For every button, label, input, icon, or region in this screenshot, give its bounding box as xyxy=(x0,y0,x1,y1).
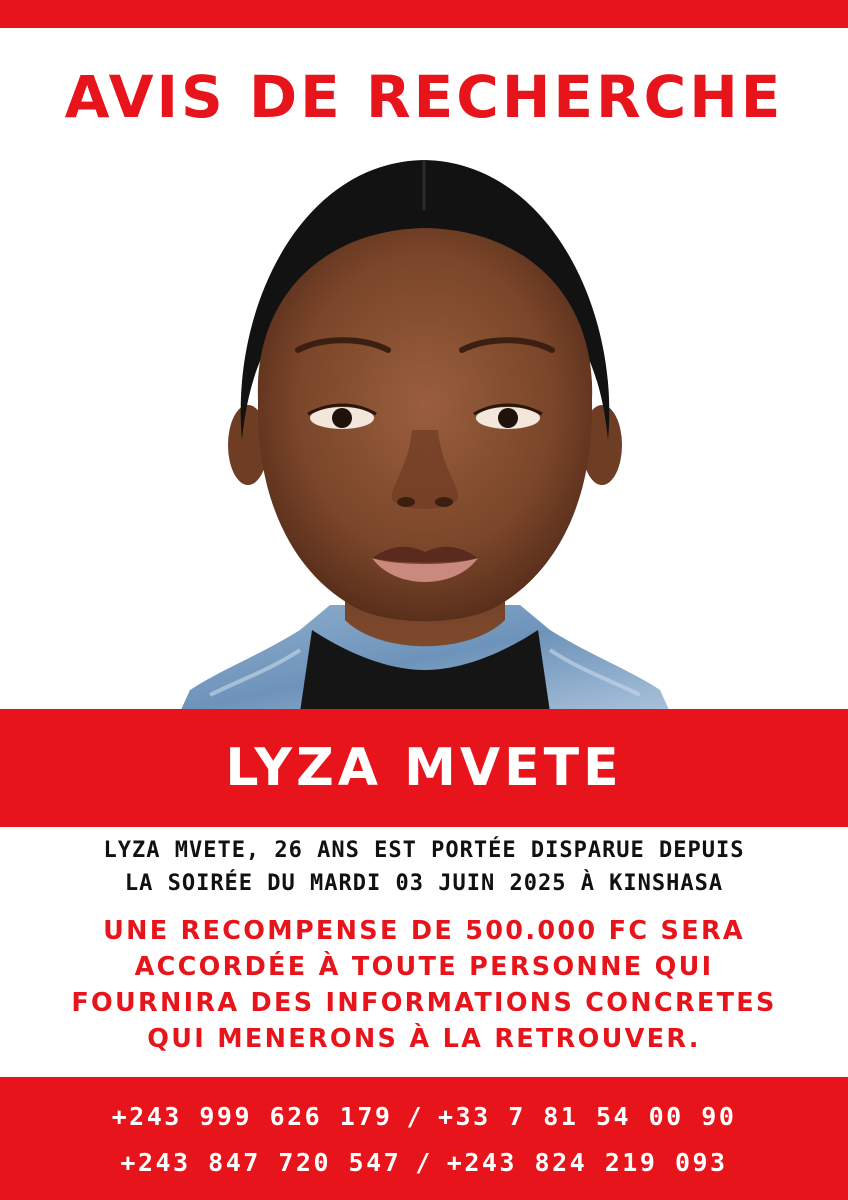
top-red-bar xyxy=(0,0,848,28)
phone-number[interactable]: +243 847 720 547 xyxy=(120,1147,402,1177)
description xyxy=(0,834,848,900)
reward-line: UNE RECOMPENSE DE 500.000 FC SERA xyxy=(103,916,745,946)
reward-line: FOURNIRA DES INFORMATIONS CONCRETES xyxy=(71,988,777,1018)
phone-number[interactable]: +33 7 81 54 00 90 xyxy=(438,1101,737,1131)
phone-separator: / xyxy=(406,1101,424,1131)
reward-line: QUI MENERONS À LA RETROUVER. xyxy=(147,1024,701,1054)
contact-row xyxy=(0,1094,848,1140)
description-line: LA SOIRÉE DU MARDI 03 JUIN 2025 À KINSHASA xyxy=(124,871,724,896)
contact-row xyxy=(0,1140,848,1186)
reward-line: ACCORDÉE À TOUTE PERSONNE QUI xyxy=(134,952,714,982)
missing-person-name: LYZA MVETE xyxy=(225,738,623,798)
reward-notice xyxy=(0,913,848,1057)
name-banner xyxy=(0,709,848,827)
poster-title: AVIS DE RECHERCHE xyxy=(64,63,784,131)
contact-banner xyxy=(0,1077,848,1200)
description-line: LYZA MVETE, 26 ANS EST PORTÉE DISPARUE DEPUIS xyxy=(103,838,745,863)
portrait-photo xyxy=(150,150,698,712)
phone-number[interactable]: +243 999 626 179 xyxy=(111,1101,393,1131)
phone-number[interactable]: +243 824 219 093 xyxy=(446,1147,728,1177)
phone-separator: / xyxy=(415,1147,433,1177)
